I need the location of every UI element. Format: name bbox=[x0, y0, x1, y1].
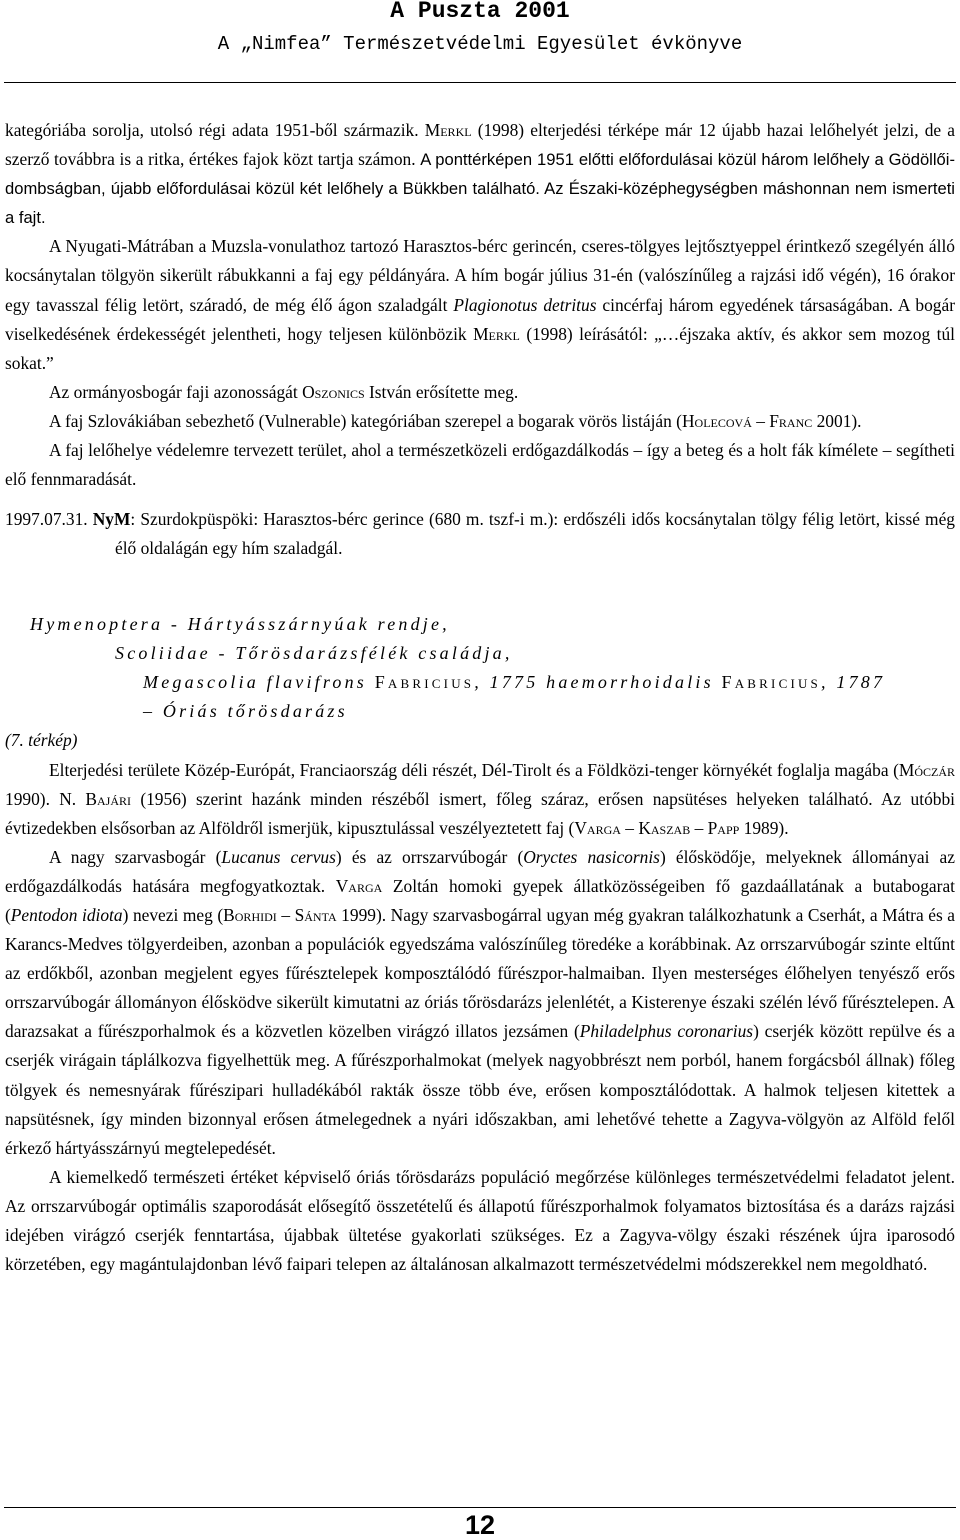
journal-title: A Puszta 2001 bbox=[390, 0, 570, 24]
author-name: Kaszab bbox=[638, 817, 691, 838]
running-header bbox=[0, 0, 960, 56]
taxon-species-heading bbox=[5, 668, 955, 697]
map-reference: (7. térkép) bbox=[5, 730, 78, 751]
taxon-family-heading: Scoliidae - Tőrösdarázsfélék családja, bbox=[115, 643, 513, 664]
species-name: Philadelphus coronarius bbox=[579, 1021, 754, 1042]
journal-subtitle: A „Nimfea” Természetvédelmi Egyesület évkönyve bbox=[217, 33, 743, 55]
text-run: , 1775 haemorrhoidalis bbox=[474, 672, 722, 693]
text-run: – bbox=[620, 817, 639, 838]
text-run: – bbox=[690, 817, 708, 838]
text-run: : Szurdokpüspöki: Harasztos-bérc gerince (680 m. tszf-i m.): erdőszéli idős kocsánytalan tölgy félig letört, kissé még élő oldalágán egy hím szaladgál. bbox=[115, 509, 955, 559]
text-run: ) nevezi meg ( bbox=[122, 904, 224, 925]
record-date: 1997.07.31. bbox=[5, 509, 88, 530]
text-run: 1999). Nagy szarvasbogárral ugyan még gyakran találkozhatunk a Cserhát, a Mátra és a Karancs-Medves tölgyerdeiben, azonban a populációk egyedszáma valószínűleg töredéke a korábbinak. Az orrszarvúbogár szinte eltűnt az erdőkből, azonban megjelent egyes fűrésztelepek komposztálódó fűrészpor-halmaiban. Ilyen mesterséges élőhelyen tenyésző erős orrszarvúbogár állományon élősködve sikerült kimutatni az óriás tőrösdarázs jelenlétét, a Kisterenye északi szélén lévő fűrésztelepen. A darazsakat a fűrészporhalmok és a közvetlen közelben virágzó illatos jezsámen ( bbox=[5, 904, 956, 1042]
author-name: Móczár bbox=[898, 759, 955, 780]
author-name: Oszonics bbox=[302, 381, 365, 402]
footer-rule bbox=[4, 1507, 956, 1508]
text-run: , 1787 bbox=[821, 672, 886, 693]
taxon-common-name: – Óriás tőrösdarázs bbox=[143, 701, 348, 722]
spacer bbox=[5, 494, 955, 505]
text-run: kategóriába sorolja, utolsó régi adata 1951-ből származik. bbox=[5, 120, 425, 140]
author-name: Varga bbox=[574, 817, 621, 838]
taxon-order-heading: Hymenoptera - Hártyásszárnyúak rendje, bbox=[30, 614, 450, 635]
article-body bbox=[5, 116, 955, 1279]
author-name: Merkl bbox=[424, 120, 472, 140]
paragraph-7 bbox=[5, 843, 955, 1163]
species-name: Oryctes nasicornis bbox=[523, 846, 660, 867]
author-name: Merkl bbox=[473, 323, 520, 344]
record-region: NyM bbox=[92, 509, 131, 530]
author-name: Varga bbox=[335, 875, 383, 896]
text-run: István erősítette meg. bbox=[364, 381, 519, 402]
text-run: ) és az orrszarvúbogár ( bbox=[335, 846, 524, 867]
locality-record bbox=[5, 505, 955, 563]
text-run: A nagy szarvasbogár ( bbox=[49, 846, 222, 867]
author-name: Bajári bbox=[85, 788, 132, 809]
species-name: Pentodon idiota bbox=[10, 904, 123, 925]
author-name: Fabricius bbox=[721, 672, 821, 693]
text-run: – bbox=[751, 410, 770, 431]
author-name: Papp bbox=[707, 817, 740, 838]
paragraph-5: A faj lelőhelye védelemre tervezett terület, ahol a természetközeli erdőgazdálkodás – így a beteg és a holt fák kímélete – segítheti elő fennmaradását. bbox=[5, 440, 955, 490]
text-run: (1956) szerint hazánk minden részéből ismert, főleg száraz, erősen napsütéses helyeken található. Az utóbbi évtizedekben elsősorban az Alföldről ismerjük, kipusztulással veszélyeztetett faj ( bbox=[5, 788, 956, 838]
species-name: Megascolia flavifrons bbox=[143, 672, 375, 693]
paragraph-1 bbox=[5, 116, 955, 232]
species-name: Lucanus cervus bbox=[221, 846, 336, 867]
page-number: 12 bbox=[464, 1510, 496, 1540]
author-name: Fabricius bbox=[374, 672, 475, 693]
text-run: 1989). bbox=[739, 817, 789, 838]
text-run: cincérfaj három egyedének társaságában. A bogár viselkedésének érdekességét jelentheti, hogy teljesen különbözik bbox=[5, 294, 956, 344]
header-rule bbox=[4, 82, 956, 83]
paragraph-3 bbox=[5, 378, 955, 407]
text-run-sans: A ponttérképen 1951 előtti előfordulásai közül három lelőhely a Gödöllői-dombságban, újabb előfordulásai közül két lelőhely a Bükkben található. Az Északi-középhegységben máshonnan nem ismerteti a fajt. bbox=[5, 150, 955, 228]
paragraph-4 bbox=[5, 407, 955, 436]
text-run: A Nyugati-Mátrában a Muzsla-vonulathoz tartozó Harasztos-bérc gerincén, cseres-tölgyes lejtősztyeppel érintkező szegélyén álló kocsánytalan tölgyön sikerült rábukkanni a faj egy példányára. A hím bogár július 31-én (valószínűleg a rajzási idő végén), 16 órakor egy tavasszal félig letört, száradó, de még élő ágon szaladgált bbox=[5, 236, 955, 315]
text-run: A faj Szlovákiában sebezhető (Vulnerable) kategóriában szerepel a bogarak vörös listáján ( bbox=[49, 410, 682, 431]
text-run: (1998) elterjedési térképe már 12 újabb hazai lelőhelyét jelzi, de a szerző továbbra is a ritka, értékes fajok közt tartja számon. bbox=[5, 120, 956, 170]
text-run: Elterjedési területe Közép-Európát, Franciaország déli részét, Dél-Tirolt és a Földközi-tenger környékét foglalja magába ( bbox=[49, 759, 899, 780]
text-run: ) cserjék között repülve és a cserjék virágain táplálkozva figyelhettük meg. A fűrészporhalmokat (melyek nagyobbrészt nem porból, hanem forgácsból állnak) főleg tölgyek és nemesnyárak fűrészipari hulladékából rakták össze több éve, erősen komposztálódottak. A halmok teljesen kitettek a napsütésnek, így minden bizonnyal erősen átmelegednek a nyári időszakban, ami lehetővé tehette a Zagyva-völgyön az Alföld felől érkező hártyásszárnyú megtelepedését. bbox=[5, 1021, 956, 1158]
text-run: 2001). bbox=[812, 410, 862, 431]
text-run: ) élősködője, melyeknek állományai az erdőgazdálkodás hatására megfogyatkoztak. bbox=[5, 846, 955, 896]
species-name: Plagionotus detritus bbox=[453, 294, 597, 315]
paragraph-8: A kiemelkedő természeti értéket képviselő óriás tőrösdarázs populáció megőrzése különleges természetvédelmi feladatot jelent. Az orrszarvúbogár optimális szaporodását elősegítő összetételű és állapotú fűrészporhalmok folyamatos biztosítása és a darázs rajzási idejében virágzó cserjék fenntartása, újabbak ültetése gyakorlati szükséges. Ez a Zagyva-völgy északi részének újra iparosodó körzetében, egy magántulajdonban lévő faipari telepen az általánosan alkalmazott természetvédelmi módszerekkel nem megoldható. bbox=[5, 1166, 955, 1275]
text-run: Az ormányosbogár faji azonosságát bbox=[49, 381, 303, 402]
author-name: Franc bbox=[769, 410, 813, 431]
spacer bbox=[5, 563, 955, 610]
paragraph-6 bbox=[5, 756, 955, 843]
text-run: – bbox=[276, 904, 295, 925]
text-run: (1998) leírásától: „…éjszaka aktív, és akkor sem mozog túl sokat.” bbox=[5, 323, 955, 373]
author-name: Holecová bbox=[681, 410, 752, 431]
paragraph-2 bbox=[5, 232, 955, 377]
text-run: 1990). N. bbox=[5, 788, 86, 809]
author-name: Sánta bbox=[294, 904, 337, 925]
author-name: Borhidi bbox=[223, 904, 277, 925]
text-run: Zoltán homoki gyepek állatközösségeiben fő gazdaállatának a butabogarat ( bbox=[5, 875, 955, 925]
